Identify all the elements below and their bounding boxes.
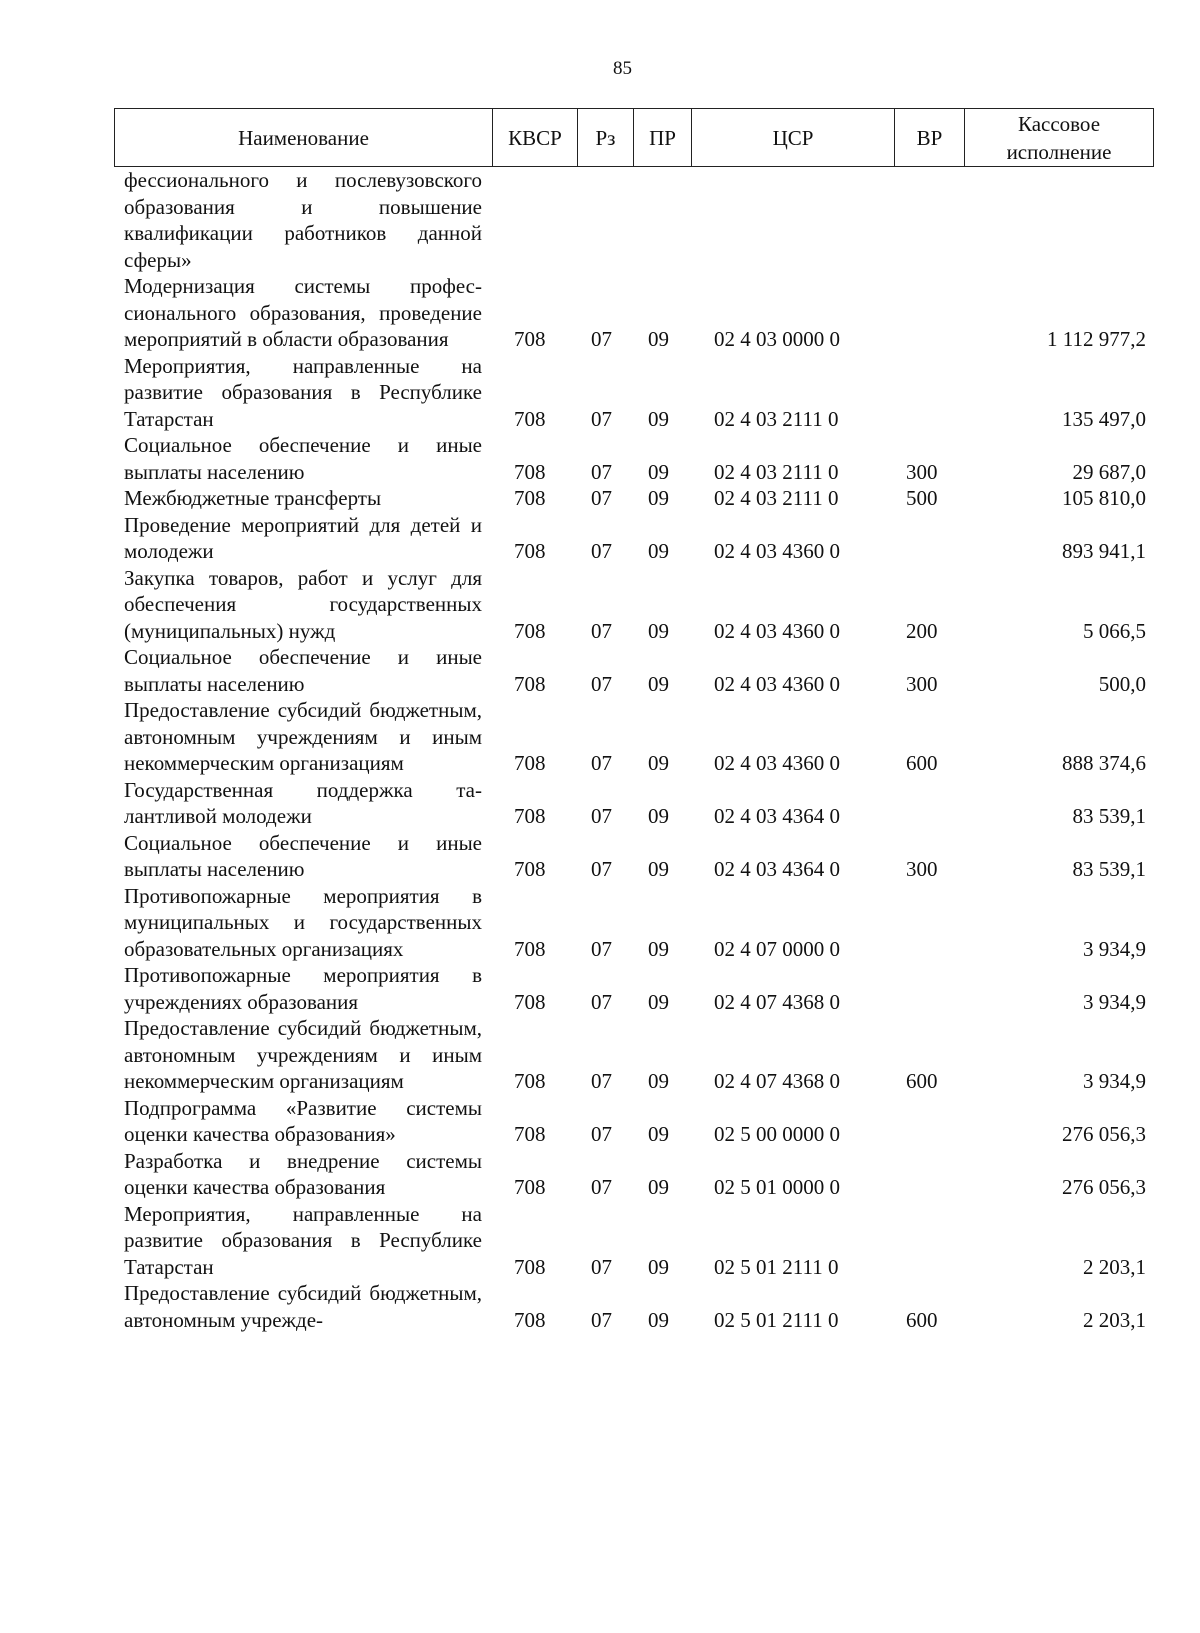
table-row	[0, 830, 1200, 883]
page-number: 85	[613, 58, 632, 79]
kvsr-cell: 708	[514, 539, 546, 563]
amount-cell: 5 066,5	[1083, 618, 1146, 643]
row-name: Подпрограмма «Развитие системы оценки качества образования»	[124, 1095, 482, 1146]
amount-cell: 893 941,1	[1062, 539, 1146, 563]
row-name: Проведение мероприятий для детей и молодежи	[124, 512, 482, 563]
row-name: Предоставление субсидий бюджетным, автономным учреждениям и иным некоммерческим организациям	[124, 1016, 482, 1093]
kvsr-cell: 708	[514, 1254, 546, 1279]
csr-cell: 02 4 03 2111 0	[714, 459, 839, 484]
csr-cell: 02 4 07 4368 0	[714, 989, 840, 1014]
amount-cell: 2 203,1	[1083, 1254, 1146, 1279]
pr-cell: 09	[648, 1122, 669, 1146]
csr-cell: 02 4 03 2111 0	[714, 486, 839, 510]
csr-cell: 02 4 07 4368 0	[714, 1069, 840, 1093]
pr-cell: 09	[648, 671, 669, 696]
row-name: Предоставление субсидий бюджетным, автономным учрежде-	[124, 1281, 482, 1332]
rz-cell: 07	[591, 1175, 612, 1199]
csr-cell: 02 5 00 0000 0	[714, 1122, 840, 1146]
csr-cell: 02 5 01 0000 0	[714, 1175, 840, 1199]
kvsr-cell: 708	[514, 1307, 546, 1332]
table-row	[0, 697, 1200, 777]
pr-cell: 09	[648, 486, 669, 510]
table-row	[0, 1148, 1200, 1201]
csr-cell: 02 4 03 4360 0	[714, 539, 840, 563]
rz-cell: 07	[591, 539, 612, 563]
row-name: Противопожарные мероприятия в учреждениях образования	[124, 963, 482, 1014]
table-row	[0, 644, 1200, 697]
amount-cell: 105 810,0	[1062, 486, 1146, 510]
table-row	[0, 1201, 1200, 1281]
table-row	[0, 485, 1200, 512]
amount-cell: 888 374,6	[1062, 751, 1146, 775]
header-pr: ПР	[634, 109, 692, 166]
kvsr-cell: 708	[514, 1069, 546, 1093]
amount-cell: 2 203,1	[1083, 1307, 1146, 1332]
csr-cell: 02 4 03 2111 0	[714, 406, 839, 431]
pr-cell: 09	[648, 1307, 669, 1332]
amount-cell: 500,0	[1098, 671, 1146, 696]
kvsr-cell: 708	[514, 406, 546, 431]
table-row	[0, 512, 1200, 565]
rz-cell: 07	[591, 1069, 612, 1093]
vr-cell: 300	[906, 459, 938, 484]
pr-cell: 09	[648, 804, 669, 828]
rz-cell: 07	[591, 486, 612, 510]
rz-cell: 07	[591, 618, 612, 643]
amount-cell: 276 056,3	[1062, 1175, 1146, 1199]
table-row	[0, 1095, 1200, 1148]
vr-cell: 200	[906, 618, 938, 643]
rz-cell: 07	[591, 1122, 612, 1146]
row-name: фессионального и послевузовского образования и повышение квалификации работников данной сферы»	[124, 168, 482, 272]
table-body	[0, 167, 1200, 1333]
rz-cell: 07	[591, 936, 612, 961]
vr-cell: 500	[906, 486, 938, 510]
pr-cell: 09	[648, 1175, 669, 1199]
pr-cell: 09	[648, 327, 669, 351]
rz-cell: 07	[591, 751, 612, 775]
kvsr-cell: 708	[514, 857, 546, 881]
csr-cell: 02 4 03 0000 0	[714, 327, 840, 351]
table-row	[0, 962, 1200, 1015]
amount-cell: 3 934,9	[1083, 1069, 1146, 1093]
pr-cell: 09	[648, 1069, 669, 1093]
kvsr-cell: 708	[514, 459, 546, 484]
pr-cell: 09	[648, 459, 669, 484]
rz-cell: 07	[591, 1254, 612, 1279]
pr-cell: 09	[648, 1254, 669, 1279]
kvsr-cell: 708	[514, 671, 546, 696]
pr-cell: 09	[648, 406, 669, 431]
kvsr-cell: 708	[514, 936, 546, 961]
rz-cell: 07	[591, 804, 612, 828]
row-name: Закупка товаров, работ и услуг для обеспечения государственных (муниципальных) нужд	[124, 565, 482, 643]
kvsr-cell: 708	[514, 1175, 546, 1199]
csr-cell: 02 4 07 0000 0	[714, 936, 840, 961]
csr-cell: 02 5 01 2111 0	[714, 1307, 839, 1332]
row-name: Социальное обеспечение и иные выплаты населению	[124, 830, 482, 881]
header-kvsr: КВСР	[493, 109, 578, 166]
csr-cell: 02 4 03 4360 0	[714, 671, 840, 696]
rz-cell: 07	[591, 671, 612, 696]
csr-cell: 02 4 03 4360 0	[714, 618, 840, 643]
amount-cell: 83 539,1	[1072, 857, 1146, 881]
rz-cell: 07	[591, 406, 612, 431]
vr-cell: 600	[906, 1307, 938, 1332]
row-name: Социальное обеспечение и иные выплаты населению	[124, 645, 482, 696]
header-rz: Рз	[578, 109, 634, 166]
csr-cell: 02 5 01 2111 0	[714, 1254, 839, 1279]
table-row	[0, 273, 1200, 353]
header-amount: Кассовое исполнение	[1006, 111, 1112, 164]
csr-cell: 02 4 03 4360 0	[714, 751, 840, 775]
table-row	[0, 883, 1200, 963]
kvsr-cell: 708	[514, 804, 546, 828]
kvsr-cell: 708	[514, 989, 546, 1014]
kvsr-cell: 708	[514, 1122, 546, 1146]
row-name: Мероприятия, направленные на развитие образования в Республике Татарстан	[124, 353, 482, 431]
row-name: Государственная поддержка талантливой молодежи	[124, 777, 482, 828]
amount-cell: 276 056,3	[1062, 1122, 1146, 1146]
vr-cell: 600	[906, 751, 938, 775]
kvsr-cell: 708	[514, 751, 546, 775]
rz-cell: 07	[591, 459, 612, 484]
row-name: Предоставление субсидий бюджетным, автономным учреждениям и иным некоммерческим организациям	[124, 698, 482, 775]
pr-cell: 09	[648, 539, 669, 563]
table-row	[0, 167, 1200, 273]
row-name: Социальное обеспечение и иные выплаты населению	[124, 433, 482, 484]
amount-cell: 83 539,1	[1072, 804, 1146, 828]
rz-cell: 07	[591, 327, 612, 351]
table-row	[0, 565, 1200, 645]
vr-cell: 300	[906, 857, 938, 881]
header-name: Наименование	[115, 109, 493, 166]
csr-cell: 02 4 03 4364 0	[714, 804, 840, 828]
kvsr-cell: 708	[514, 327, 546, 351]
amount-cell: 29 687,0	[1072, 459, 1146, 484]
kvsr-cell: 708	[514, 618, 546, 643]
row-name: Противопожарные мероприятия в муниципальных и государственных образовательных организациях	[124, 883, 482, 961]
rz-cell: 07	[591, 857, 612, 881]
table-row	[0, 432, 1200, 485]
rz-cell: 07	[591, 1307, 612, 1332]
amount-cell: 3 934,9	[1083, 936, 1146, 961]
csr-cell: 02 4 03 4364 0	[714, 857, 840, 881]
vr-cell: 600	[906, 1069, 938, 1093]
table-header	[114, 108, 1154, 167]
pr-cell: 09	[648, 857, 669, 881]
pr-cell: 09	[648, 989, 669, 1014]
table-row	[0, 777, 1200, 830]
pr-cell: 09	[648, 936, 669, 961]
pr-cell: 09	[648, 751, 669, 775]
row-name: Мероприятия, направленные на развитие образования в Республике Татарстан	[124, 1201, 482, 1279]
amount-cell: 1 112 977,2	[1047, 327, 1146, 351]
amount-cell: 3 934,9	[1083, 989, 1146, 1014]
amount-cell: 135 497,0	[1062, 406, 1146, 431]
row-name: Разработка и внедрение системы оценки качества образования	[124, 1148, 482, 1199]
pr-cell: 09	[648, 618, 669, 643]
header-csr: ЦСР	[692, 109, 895, 166]
kvsr-cell: 708	[514, 486, 546, 510]
row-name: Модернизация системы профессионального образования, проведение мероприятий в области образования	[124, 274, 482, 351]
header-vr: ВР	[895, 109, 965, 166]
table-row	[0, 1280, 1200, 1333]
rz-cell: 07	[591, 989, 612, 1014]
table-row	[0, 1015, 1200, 1095]
row-name: Межбюджетные трансферты	[124, 486, 382, 510]
vr-cell: 300	[906, 671, 938, 696]
table-row	[0, 353, 1200, 433]
